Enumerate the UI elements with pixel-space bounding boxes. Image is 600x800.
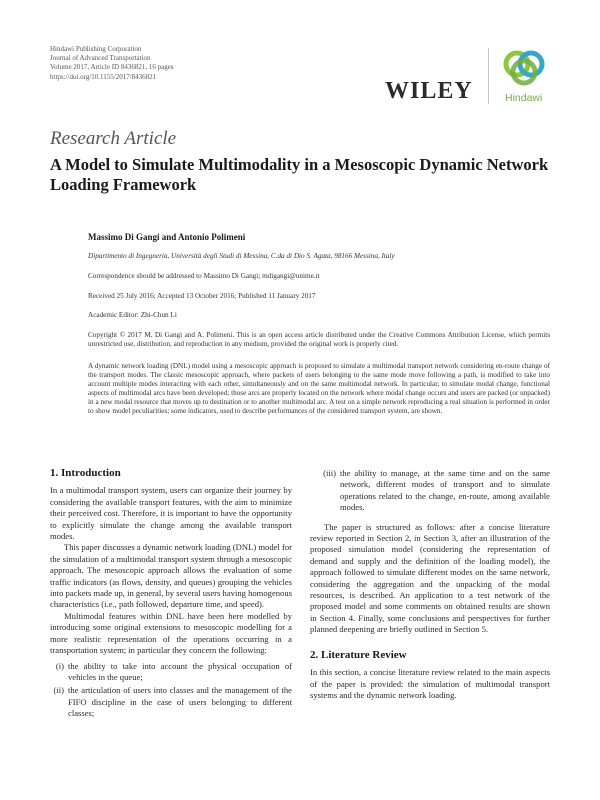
section-heading-literature-review: 2. Literature Review bbox=[310, 648, 407, 661]
correspondence: Correspondence should be addressed to Massimo Di Gangi; mdigangi@unime.it bbox=[88, 272, 320, 280]
intro-paragraph-3: Multimodal features within DNL have been here modelled by introducing some original extensions to mesoscopic modelling for a more realistic representation of the operations occurring in a transportation system; in particular they concern the following: bbox=[50, 610, 292, 656]
wiley-logo: WILEY bbox=[385, 78, 473, 104]
journal-publisher-line: Hindawi Publishing Corporation bbox=[50, 45, 142, 53]
intro-paragraph-1: In a multimodal transport system, users can organize their journey by considering the available transport features, with the aim to minimize their perceived cost. Therefore, it is important to have the opportunity to explicitly simulate the change among the available transport modes. bbox=[50, 485, 292, 542]
authors: Massimo Di Gangi and Antonio Polimeni bbox=[88, 232, 246, 242]
list-item-text: the ability to take into account the physical occupation of vehicles in the queue; bbox=[68, 660, 292, 682]
literature-paragraph-1: In this section, a concise literature review related to the main aspects of the paper is provided: the simulation of multimodal transport systems and the dynamic network loading. bbox=[310, 667, 550, 700]
article-title: A Model to Simulate Multimodality in a Mesoscopic Dynamic Network Loading Framework bbox=[50, 155, 549, 194]
hindawi-logo-icon bbox=[498, 46, 550, 88]
list-item bbox=[50, 685, 292, 719]
list-item-number: (ii) bbox=[53, 685, 64, 696]
dates: Received 25 July 2016; Accepted 13 October 2016; Published 11 January 2017 bbox=[88, 292, 316, 300]
intro-paragraph-2: This paper discusses a dynamic network loading (DNL) model for the simulation of a multimodal transport system through a mesoscopic approach. The mesoscopic approach allows the evaluation of some traffic indicators (as flows, density, and queues) grouping the vehicles into packets made up, in general, by several users having homogenous characteristics (i.e., path followed, departure time, and speed). bbox=[50, 542, 292, 610]
list-item bbox=[310, 468, 550, 514]
list-item-text: the articulation of users into classes and the management of the FIFO discipline in the case of users belonging to different classes; bbox=[68, 685, 292, 719]
journal-name-line: Journal of Advanced Transportation bbox=[50, 54, 151, 63]
logo-divider bbox=[488, 48, 489, 104]
right-column bbox=[310, 468, 550, 701]
journal-meta bbox=[50, 45, 174, 82]
left-column bbox=[50, 468, 292, 722]
affiliation: Dipartimento di Ingegneria, Università degli Studi di Messina, C.da di Dio S. Agata, 98166 Messina, Italy bbox=[88, 252, 395, 260]
journal-doi-line[interactable]: https://doi.org/10.1155/2017/8436821 bbox=[50, 72, 157, 81]
academic-editor: Academic Editor: Zhi-Chun Li bbox=[88, 311, 177, 319]
list-item-text: the ability to manage, at the same time and on the same network, different modes of transport and to simulate operations related to the change, en-route, among available modes. bbox=[340, 468, 550, 513]
list-item-number: (iii) bbox=[323, 468, 336, 478]
list-item-number: (i) bbox=[55, 660, 64, 671]
intro-paragraph-4: The paper is structured as follows: after a concise literature review reported in Section 2, in Section 3, after an illustration of the proposed simulation model (considering the representation of demand and supply and the definition of the loading model), the approach followed to simulate different modes on the same network, considering the aggregation and the unpacking of the modal resources, is described. An application to a test network of the proposed model and some comments on obtained results are shown in Section 4. Finally, some conclusions and perspectives for further planned deepening are briefly outlined in Section 5. bbox=[310, 521, 550, 635]
list-item bbox=[50, 661, 292, 684]
abstract: A dynamic network loading (DNL) model using a mesoscopic approach is proposed to simulate a multimodal transport network considering en-route change of the transport modes. The classic mesoscopic approach, where packets of users belonging to the same mode move following a path, is modified to take into account multiple modes interacting with each other, simultaneously and on the same multimodal network. In particular, to simulate modal change, functional aspects of multimodal arcs have been developed; those arcs are properly located on the network where modal change occurs and users are packed (or unpacked) in a new modal resource that moves up to destination or to another multimodal arc. A test on a simple network reproducing a real situation is performed in order to show model peculiarities; some indicators, used to describe performances of the considered transport system, are shown. bbox=[88, 362, 550, 416]
section-heading-introduction: 1. Introduction bbox=[50, 467, 121, 479]
hindawi-wordmark: Hindawi bbox=[505, 92, 543, 104]
journal-volume-line: Volume 2017, Article ID 8436821, 16 pages bbox=[50, 63, 174, 72]
copyright: Copyright © 2017 M. Di Gangi and A. Polimeni. This is an open access article distributed under the Creative Commons Attribution License, which permits unrestricted use, distribution, and reproduction in any medium, provided the original work is properly cited. bbox=[88, 331, 550, 348]
article-type: Research Article bbox=[50, 128, 177, 149]
